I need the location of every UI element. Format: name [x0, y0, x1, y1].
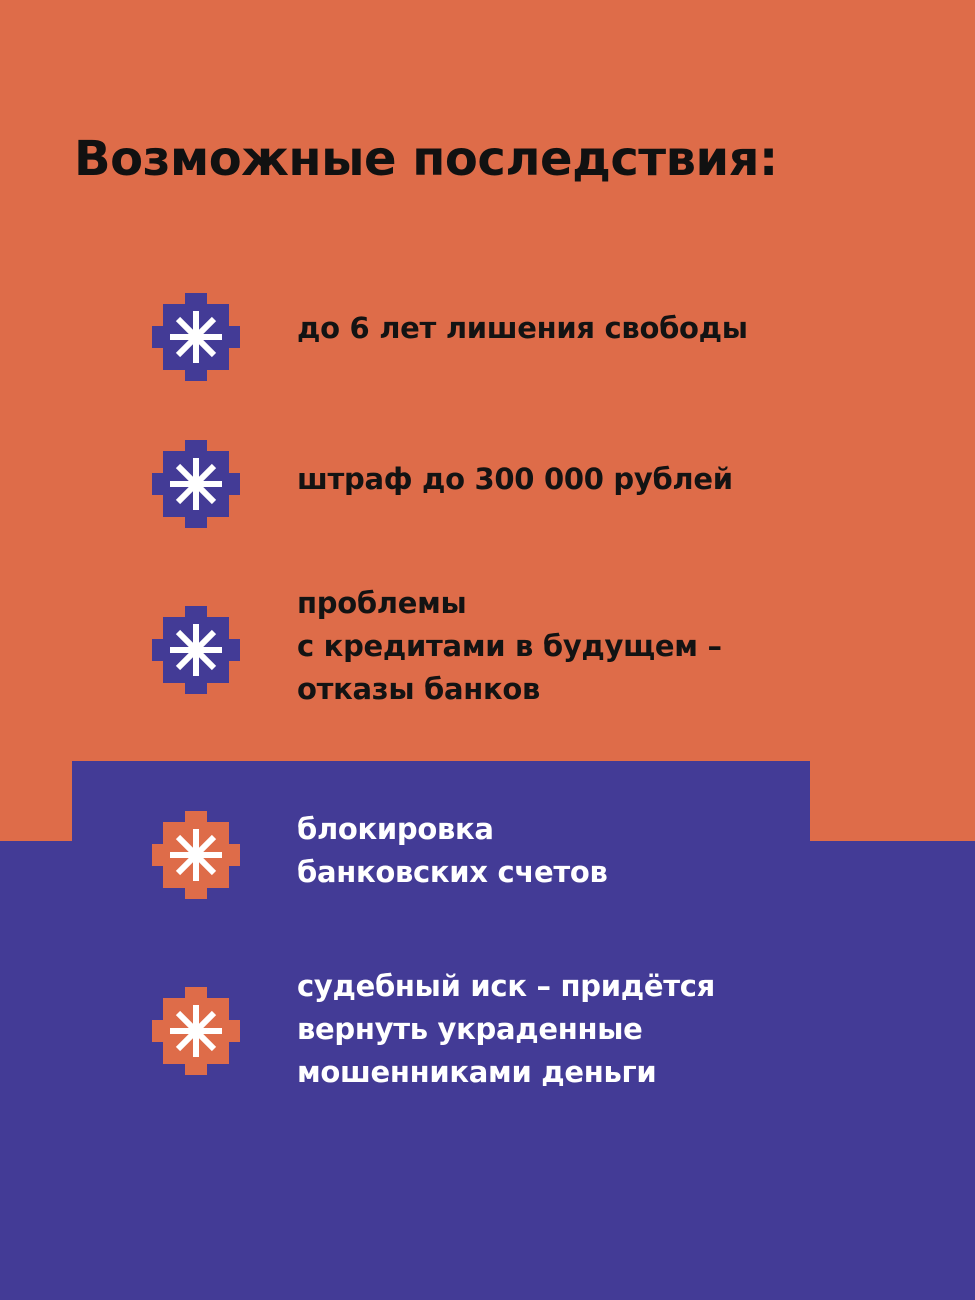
snowflake-icon [152, 987, 240, 1075]
snowflake-icon [152, 440, 240, 528]
snowflake-icon [152, 606, 240, 694]
consequence-text: блокировка банковских счетов [297, 812, 608, 889]
snowflake-icon [152, 293, 240, 381]
page-title: Возможные последствия: [74, 131, 778, 187]
snowflake-icon [152, 811, 240, 899]
consequence-text: проблемы с кредитами в будущем – отказы банков [297, 586, 722, 706]
consequence-text: судебный иск – придётся вернуть украденные мошенниками деньги [297, 969, 715, 1089]
consequence-text: штраф до 300 000 рублей [297, 462, 733, 496]
consequence-text: до 6 лет лишения свободы [297, 311, 748, 345]
